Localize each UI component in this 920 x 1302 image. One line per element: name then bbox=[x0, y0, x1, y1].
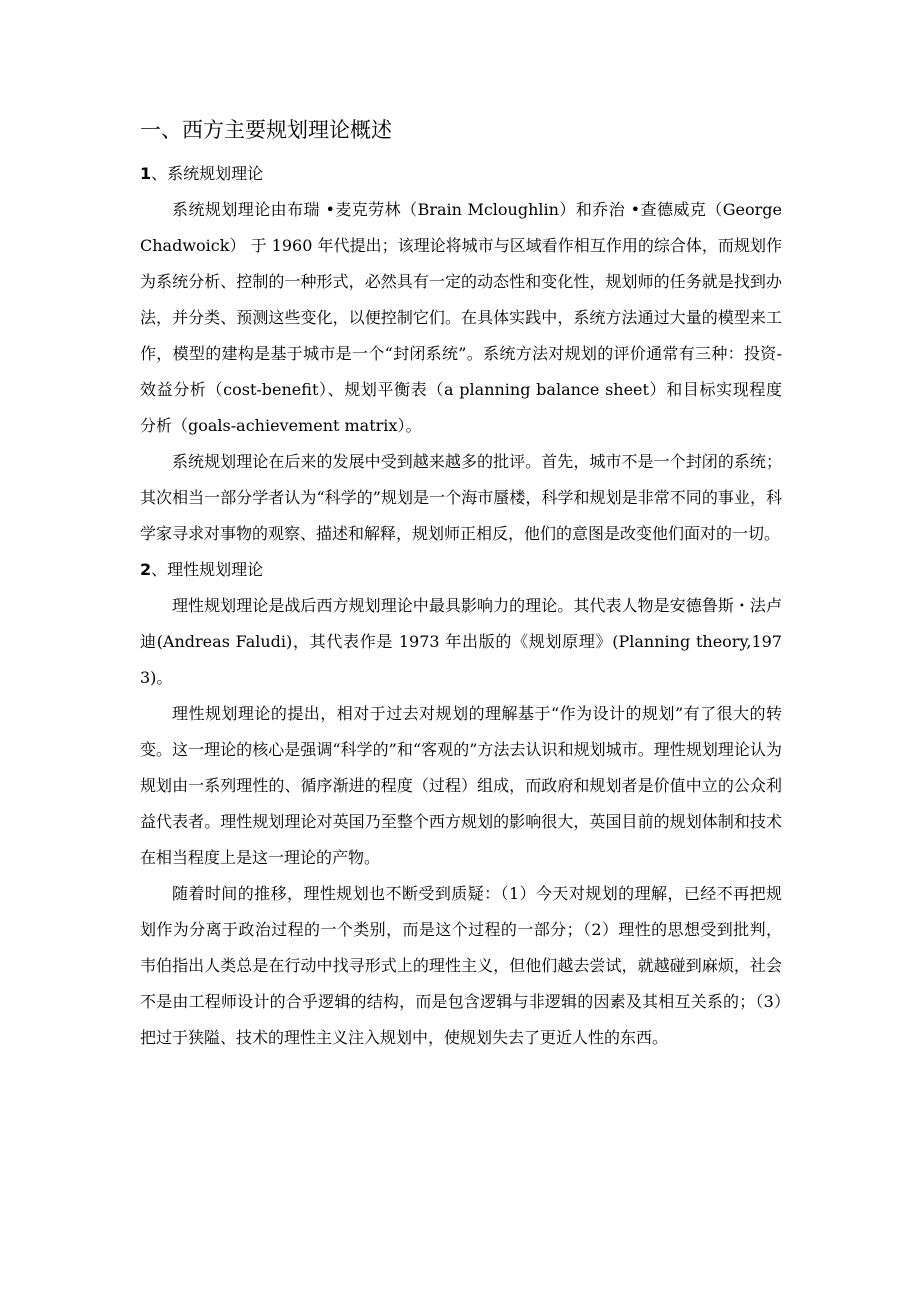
document-title: 一、西方主要规划理论概述 bbox=[140, 118, 392, 142]
paragraph: 理性规划理论的提出，相对于过去对规划的理解基于“作为设计的规划”有了很大的转变。这一理论的核心是强调“科学的”和“客观的”方法去认识和规划城市。理性规划理论认为规划由一系列理性的、循序渐进的程度（过程）组成，而政府和规划者是价值中立的公众利益代表者。理性规划理论对英国乃至整个西方规划的影响很大，英国目前的规划体制和技术在相当程度上是这一理论的产物。 bbox=[140, 704, 782, 867]
section-separator: 、 bbox=[151, 560, 168, 579]
section-rational-planning bbox=[140, 552, 782, 1056]
section-heading bbox=[140, 156, 782, 192]
section-separator: 、 bbox=[151, 164, 168, 183]
paragraph: 随着时间的推移，理性规划也不断受到质疑：（1）今天对规划的理解，已经不再把规划作为分离于政治过程的一个类别，而是这个过程的一部分；（2）理性的思想受到批判，韦伯指出人类总是在行动中找寻形式上的理性主义，但他们越去尝试，就越碰到麻烦，社会不是由工程师设计的合乎逻辑的结构，而是包含逻辑与非逻辑的因素及其相互关系的；（3）把过于狭隘、技术的理性主义注入规划中，使规划失去了更近人性的东西。 bbox=[140, 884, 782, 1047]
document-page bbox=[140, 110, 782, 1056]
section-heading bbox=[140, 552, 782, 588]
paragraph: 系统规划理论在后来的发展中受到越来越多的批评。首先，城市不是一个封闭的系统；其次相当一部分学者认为“科学的”规划是一个海市蜃楼，科学和规划是非常不同的事业，科学家寻求对事物的观察、描述和解释，规划师正相反，他们的意图是改变他们面对的一切。 bbox=[140, 452, 782, 543]
section-heading-text: 系统规划理论 bbox=[167, 164, 264, 183]
section-number: 1 bbox=[140, 164, 152, 183]
paragraph: 理性规划理论是战后西方规划理论中最具影响力的理论。其代表人物是安德鲁斯・法卢迪(Andreas Faludi)，其代表作是 1973 年出版的《规划原理》(Planning theory,1973)。 bbox=[140, 596, 782, 687]
section-heading-text: 理性规划理论 bbox=[167, 560, 264, 579]
section-number: 2 bbox=[140, 560, 152, 579]
section-system-planning bbox=[140, 156, 782, 552]
paragraph: 系统规划理论由布瑞 •麦克劳林（Brain Mcloughlin）和乔治 •查德威克（George Chadwoick） 于 1960 年代提出；该理论将城市与区域看作相互作用的综合体，而规划作为系统分析、控制的一种形式，必然具有一定的动态性和变化性，规划师的任务就是找到办法，并分类、预测这些变化，以便控制它们。在具体实践中，系统方法通过大量的模型来工作，模型的建构是基于城市是一个“封闭系统”。系统方法对规划的评价通常有三种：投资-效益分析（cost-benefit）、规划平衡表（a planning balance sheet）和目标实现程度分析（goals-achievement matrix）。 bbox=[140, 200, 782, 435]
